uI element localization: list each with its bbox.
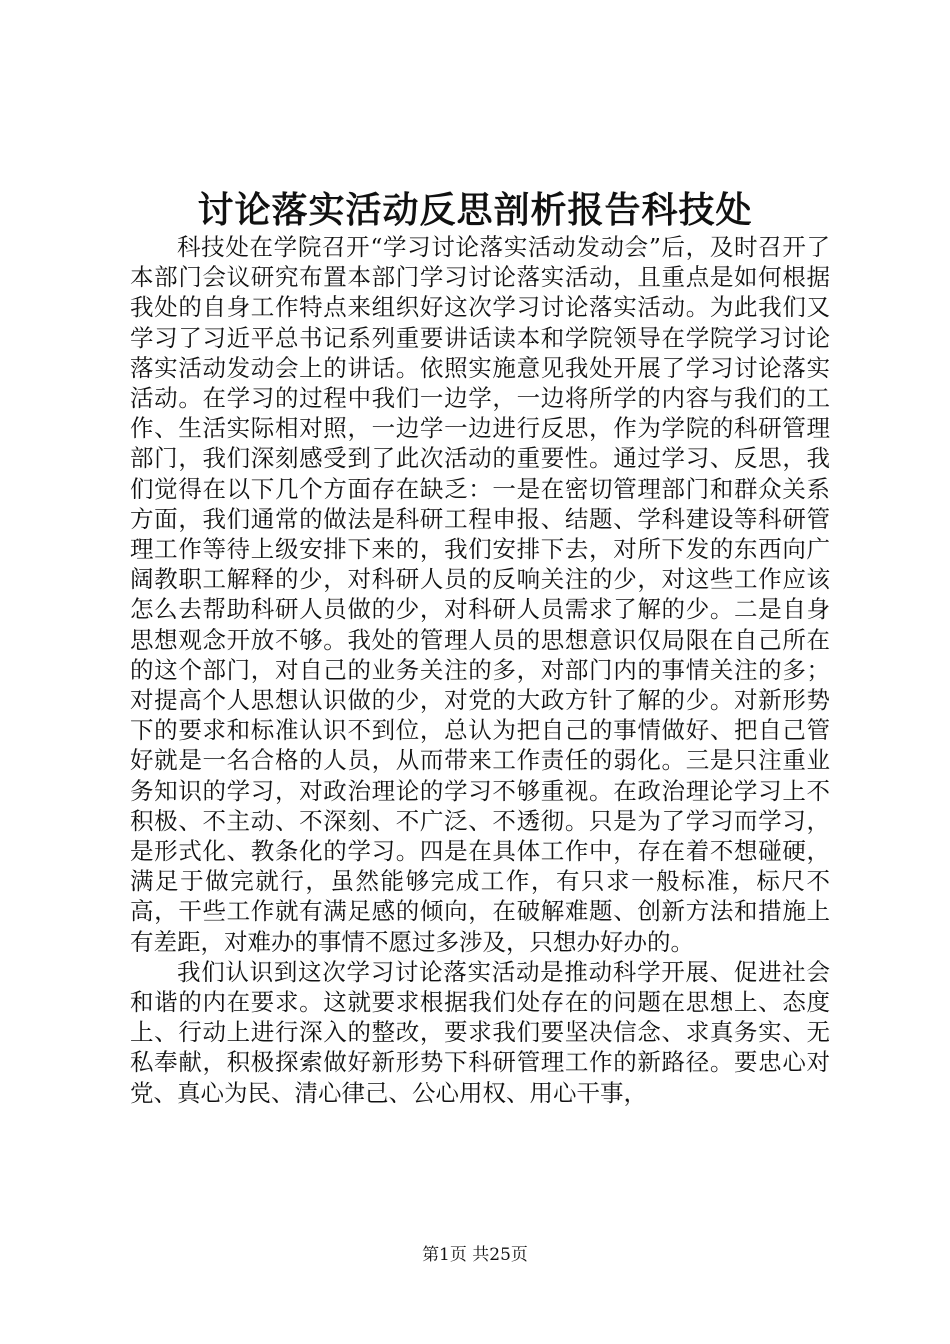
document-body [130,232,830,1108]
paragraph-1: 科技处在学院召开“学习讨论落实活动发动会”后，及时召开了本部门会议研究布置本部门学习讨论落实活动，且重点是如何根据我处的自身工作特点来组织好这次学习讨论落实活动。为此我们又学习了习近平总书记系列重要讲话读本和学院领导在学院学习讨论落实活动发动会上的讲话。依照实施意见我处开展了学习讨论落实活动。在学习的过程中我们一边学，一边将所学的内容与我们的工作、生活实际相对照，一边学一边进行反思，作为学院的科研管理部门，我们深刻感受到了此次活动的重要性。通过学习、反思，我们觉得在以下几个方面存在缺乏：一是在密切管理部门和群众关系方面，我们通常的做法是科研工程申报、结题、学科建设等科研管理工作等待上级安排下来的，我们安排下去，对所下发的东西向广阔教职工解释的少，对科研人员的反响关注的少，对这些工作应该怎么去帮助科研人员做的少，对科研人员需求了解的少。二是自身思想观念开放不够。我处的管理人员的思想意识仅局限在自己所在的这个部门，对自己的业务关注的多，对部门内的事情关注的多；对提高个人思想认识做的少，对党的大政方针了解的少。对新形势下的要求和标准认识不到位，总认为把自己的事情做好、把自己管好就是一名合格的人员，从而带来工作责任的弱化。三是只注重业务知识的学习，对政治理论的学习不够重视。在政治理论学习上不积极、不主动、不深刻、不广泛、不透彻。只是为了学习而学习，是形式化、教条化的学习。四是在具体工作中，存在着不想碰硬，满足于做完就行，虽然能够完成工作，有只求一般标准，标尺不高，干些工作就有满足感的倾向，在破解难题、创新方法和措施上有差距，对难办的事情不愿过多涉及，只想办好办的。 [130,233,830,956]
page-number-footer: 第1页 共25页 [422,1245,528,1265]
paragraph-2: 我们认识到这次学习讨论落实活动是推动科学开展、促进社会和谐的内在要求。这就要求根据我们处存在的问题在思想上、态度上、行动上进行深入的整改，要求我们要坚决信念、求真务实、无私奉献，积极探索做好新形势下科研管理工作的新路径。要忠心对党、真心为民、清心律己、公心用权、用心干事， [130,957,830,1107]
document-title: 讨论落实活动反思剖析报告科技处 [197,189,753,231]
